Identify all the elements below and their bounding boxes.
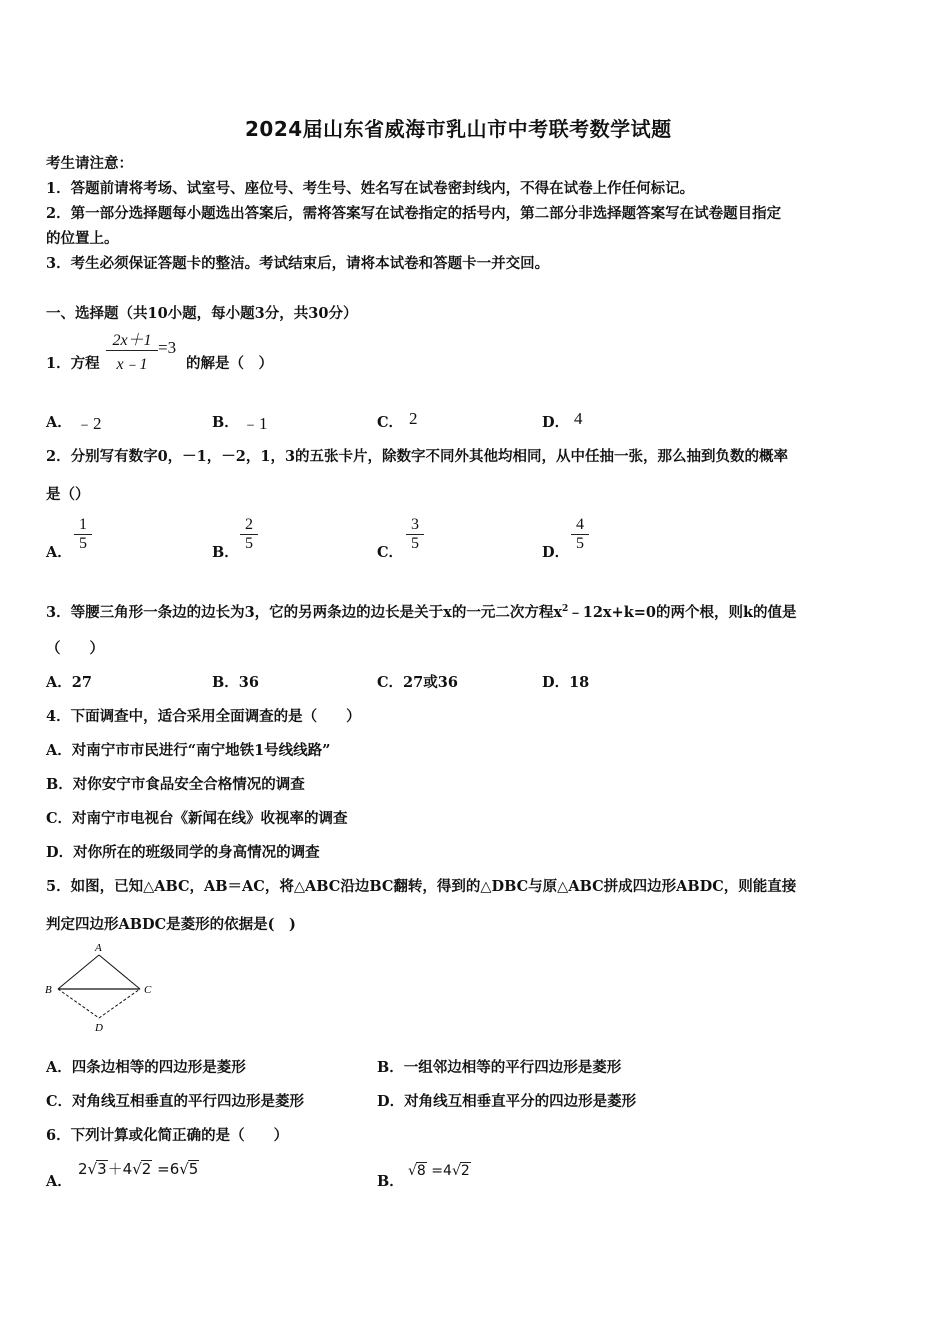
q1-fraction [106,327,158,374]
q1-option-c-label: C． [377,414,404,431]
q3-option-b-value: 36 [238,674,259,691]
q6-a-radicand2: 2 [141,1160,152,1178]
q3-option-b-label: B． [212,674,239,691]
q5-option-d: D．对角线互相垂直平分的四边形是菱形 [377,1093,637,1110]
q4-option-a: A．对南宁市市民进行“南宁地铁1号线线路” [46,742,331,759]
notice-heading: 考生请注意： [46,155,133,172]
q6-a-plus: ＋ [107,1160,123,1178]
q3-stem-part1: 3．等腰三角形一条边的边长为3，它的另两条边的边长是关于x的一元二次方程x [46,604,562,621]
q2-option-d-label: D． [542,544,570,561]
q1-rhs: =3 [158,338,177,357]
label-a: A [95,942,102,954]
q5-option-c: C．对角线互相垂直的平行四边形是菱形 [46,1093,305,1110]
q6-b-radicand1: 8 [416,1163,426,1179]
q6-b-radicand2: 2 [460,1163,470,1179]
q6-a-radicand1: 3 [97,1160,107,1178]
label-b: B [45,984,52,996]
q2-option-d-fraction [571,516,589,553]
q3-option-a-label: A． [46,674,72,691]
q3-stem-line2: （ ） [46,640,104,657]
q3-option-c [377,671,458,692]
q3-option-d-label: D． [542,674,570,691]
q3-option-d [542,671,589,692]
q2-option-a-label: A． [46,544,72,561]
q2-option-a-num: 1 [79,516,87,533]
q1-option-b-value: ﹣1 [242,414,268,433]
q2-option-d-den: 5 [576,535,584,552]
q3-option-d-value: 18 [569,674,590,691]
q2-option-b-fraction [240,516,258,553]
q4-option-d: D．对你所在的班级同学的身高情况的调查 [46,844,320,861]
q6-a-coef3: 6 [169,1160,180,1178]
page-title: 2024届山东省威海市乳山市中考联考数学试题 [245,117,672,141]
q6-a-radicand3: 5 [188,1160,199,1178]
q2-option-d-num: 4 [576,516,584,533]
q2-stem-line2: 是（） [46,486,90,503]
q3-option-b [212,671,259,692]
q1-suffix: 的解是（ ） [186,355,273,372]
q1-numerator: 2x＋1 [112,332,152,349]
q2-option-c-num: 3 [411,516,419,533]
q2-option-b-num: 2 [245,516,253,533]
q5-stem-line2: 判定四边形ABDC是菱形的依据是( ) [46,916,296,933]
q3-option-a-value: 27 [71,674,92,691]
q3-option-c-value: 27或36 [403,674,458,691]
q2-option-b-label: B． [212,544,239,561]
q1-option-a-label: A． [46,414,72,431]
notice-item-1: 1．答题前请将考场、试室号、座位号、考生号、姓名写在试卷密封线内，不得在试卷上作任何标记。 [46,180,695,197]
q2-option-c-den: 5 [411,535,419,552]
segment-ab [58,955,99,989]
q1-denominator: x﹣1 [116,356,148,373]
q2-stem-line1: 2．分别写有数字0，－1，－2，1，3的五张卡片，除数字不同外其他均相同，从中任抽一张，那么抽到负数的概率 [46,448,789,465]
q3-stem-line1 [46,601,797,622]
label-d: D [95,1022,103,1034]
segment-ac [99,955,140,989]
label-c: C [144,984,152,996]
q5-option-a: A．四条边相等的四边形是菱形 [46,1059,246,1076]
q2-option-a-fraction [74,516,92,553]
q4-option-b: B．对你安宁市食品安全合格情况的调查 [46,776,305,793]
q1-prefix: 1．方程 [46,355,100,372]
notice-item-2-cont: 的位置上。 [46,230,119,247]
q4-option-c: C．对南宁市电视台《新闻在线》收视率的调查 [46,810,348,827]
q1-option-b-label: B． [212,414,239,431]
q6-b-equals: = [431,1163,444,1179]
q6-option-a-label: A． [46,1173,72,1190]
q2-option-b-den: 5 [245,535,253,552]
q6-a-equals: = [157,1160,170,1178]
q1-option-d-value: 4 [574,409,583,428]
q3-superscript: 2 [561,604,569,615]
q6-a-coef2: 4 [122,1160,133,1178]
notice-item-2: 2．第一部分选择题每小题选出答案后，需将答案写在试卷指定的括号内，第二部分非选择题答案写在试卷题目指定 [46,205,782,222]
q6-a-coef1: 2 [78,1160,88,1178]
q6-option-b-label: B． [377,1173,404,1190]
q3-option-a [46,671,92,692]
q2-option-a-den: 5 [79,535,87,552]
q6-stem: 6．下列计算或化简正确的是（ ） [46,1127,289,1144]
q5-rhombus-figure [40,938,165,1038]
q1-option-c-value: 2 [409,409,418,428]
q5-option-b: B．一组邻边相等的平行四边形是菱形 [377,1059,622,1076]
segment-bd [58,989,99,1018]
q2-option-c-fraction [406,516,424,553]
q1-option-d-label: D． [542,414,570,431]
segment-cd [99,989,140,1018]
q3-stem-part2: ﹣12x+k=0的两个根，则k的值是 [568,604,797,621]
q3-option-c-label: C． [377,674,404,691]
q2-option-c-label: C． [377,544,404,561]
notice-item-3: 3．考生必须保证答题卡的整洁。考试结束后，请将本试卷和答题卡一并交回。 [46,255,550,272]
q1-option-a-value: ﹣2 [76,414,102,433]
q6-option-b-expression: √8 =4√2 [408,1163,470,1179]
section-heading: 一、选择题（共10小题，每小题3分，共30分） [46,305,358,322]
q6-option-a-expression: 2√3＋4√2 =6√5 [78,1160,199,1178]
q5-stem-line1: 5．如图，已知△ABC，AB＝AC，将△ABC沿边BC翻转，得到的△DBC与原△ABC拼成四边形ABDC，则能直接 [46,878,797,895]
q4-stem: 4．下面调查中，适合采用全面调查的是（ ） [46,708,361,725]
q6-b-coef2: 4 [443,1163,452,1179]
